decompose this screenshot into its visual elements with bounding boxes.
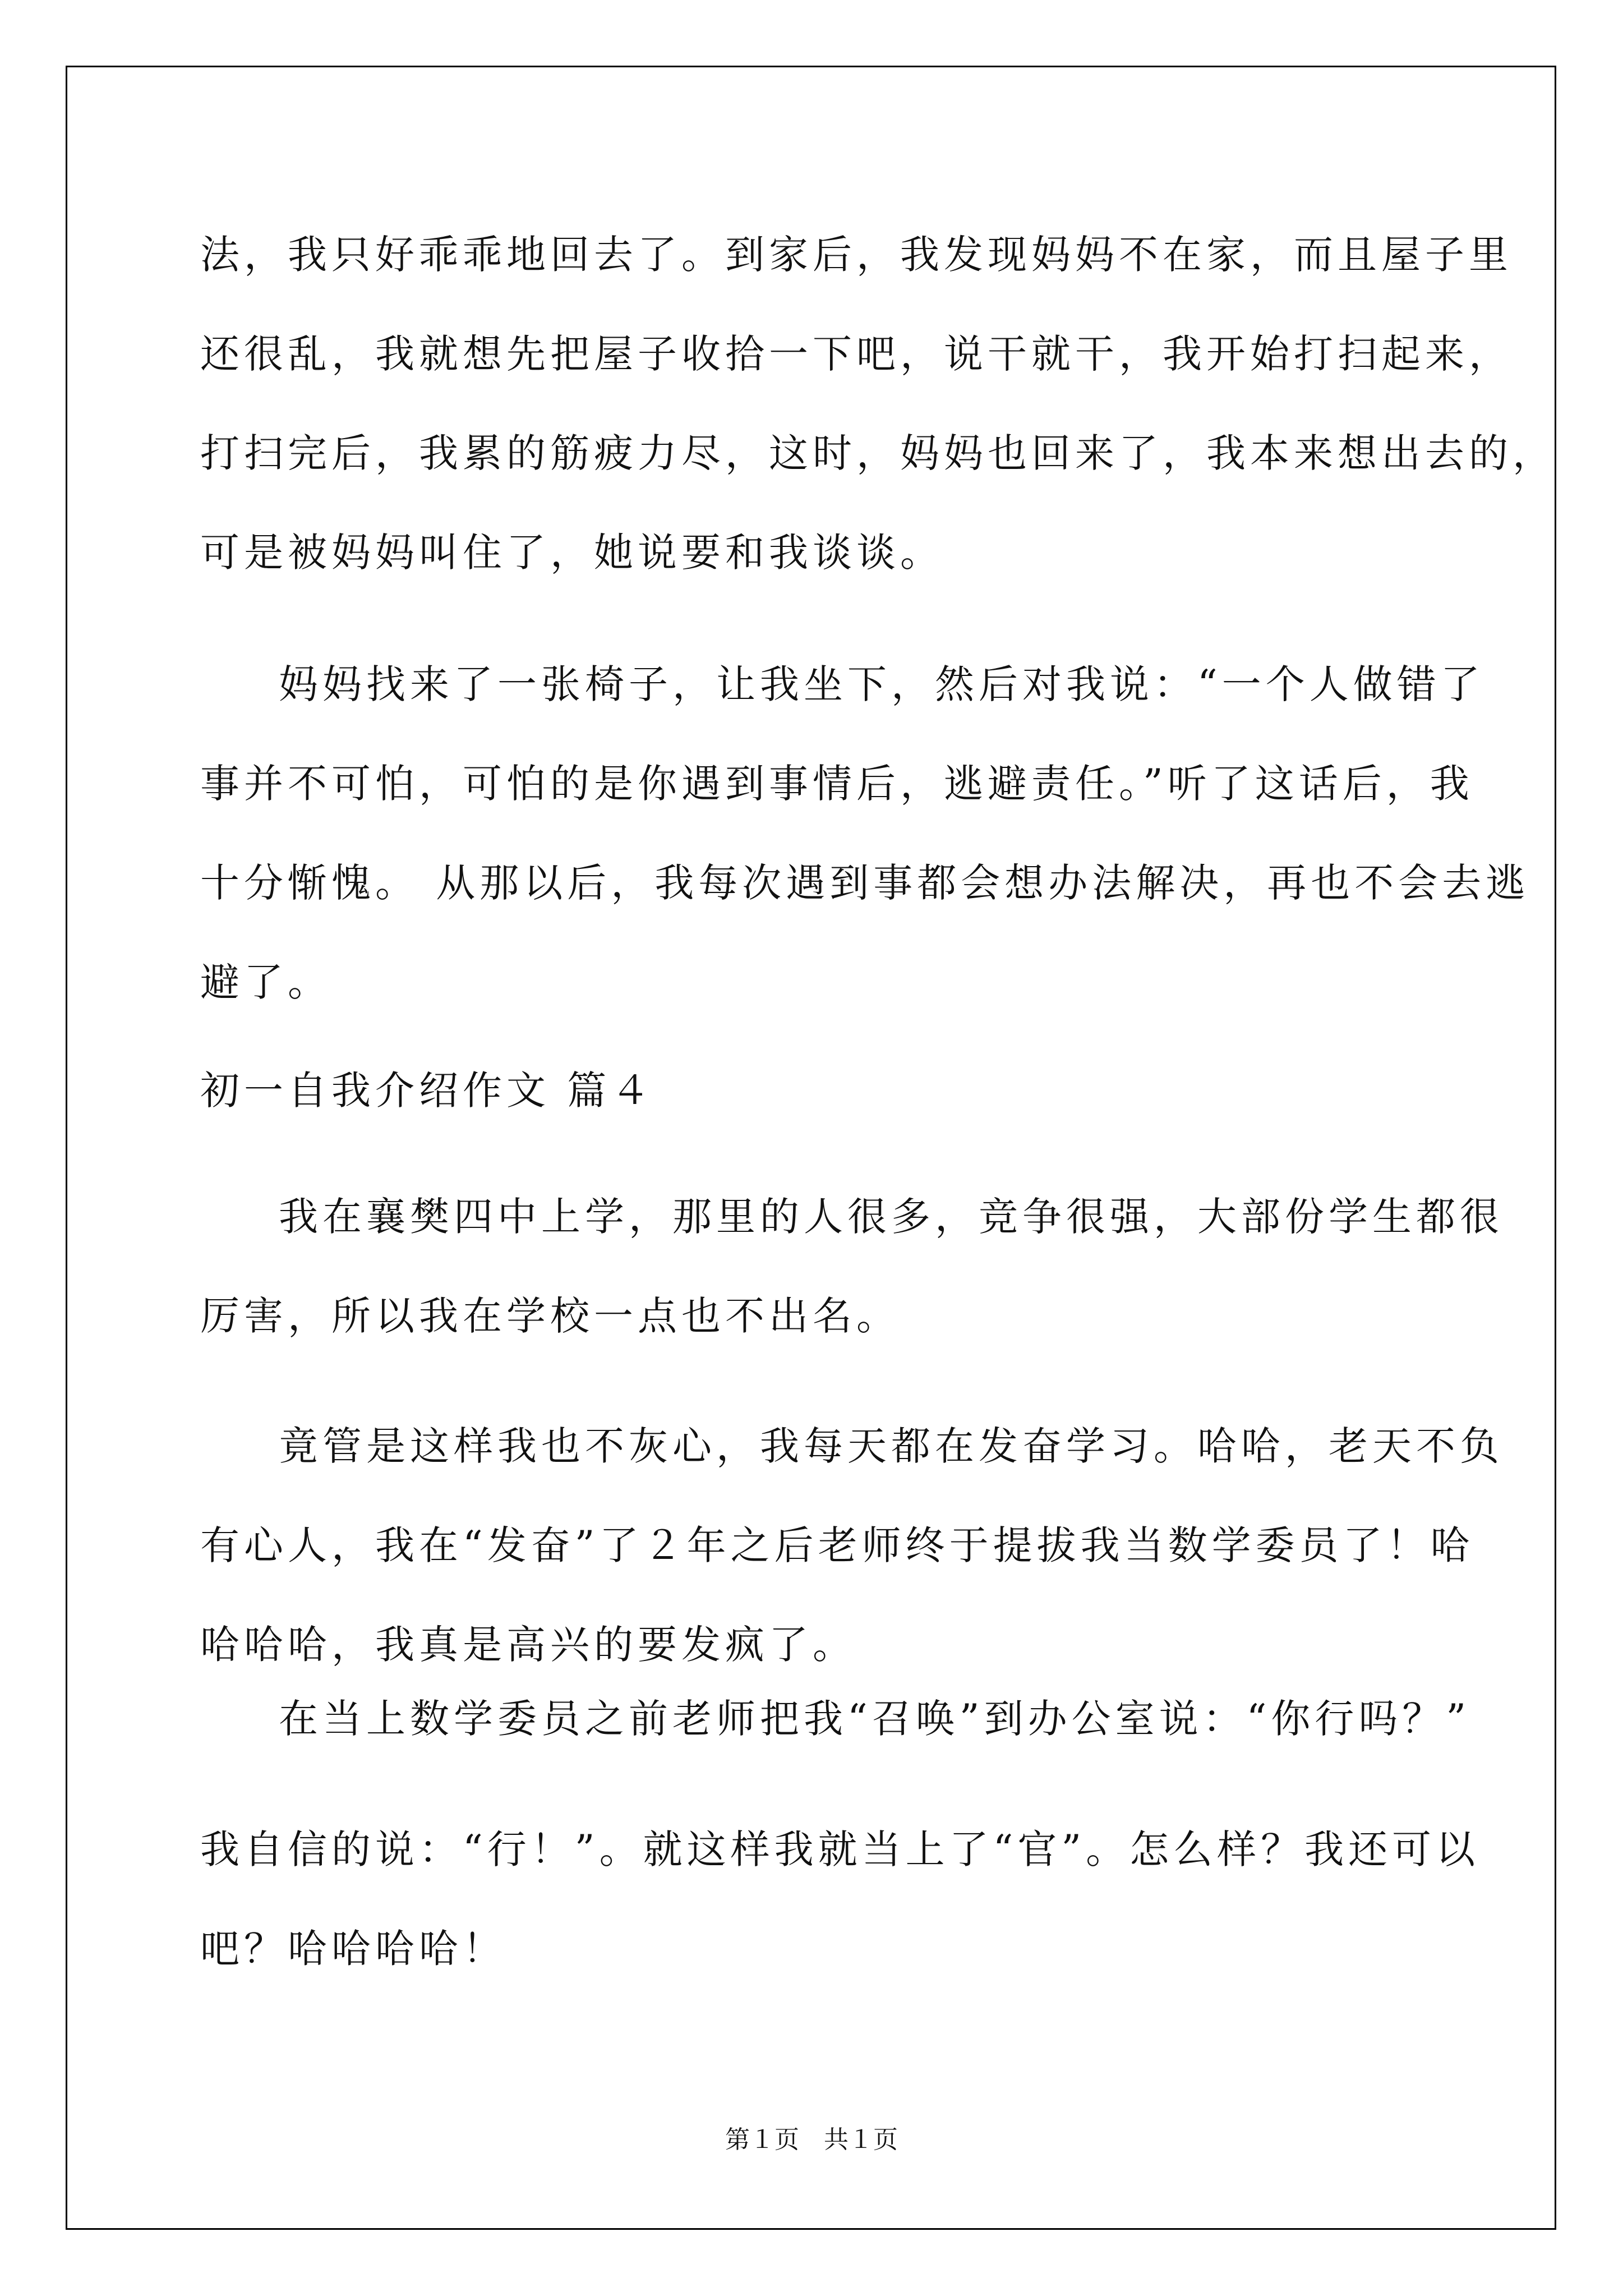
text-line: 打扫完后，我累的筋疲力尽，这时，妈妈也回来了，我本来想出去的， (200, 430, 1556, 476)
text-line: 十分惭愧。 从那以后，我每次遇到事都会想办法解决，再也不会去逃 (200, 860, 1530, 906)
text-line: 事并不可怕，可怕的是你遇到事情后，逃避责任。”听了这话后，我 (200, 761, 1474, 807)
text-line: 吧？哈哈哈哈！ (200, 1926, 506, 1972)
paragraph-start-line: 竟管是这样我也不灰心，我每天都在发奋学习。哈哈，老天不负 (279, 1423, 1504, 1469)
text-line: 我自信的说：“行！”。就这样我就当上了“官”。怎么样？我还可以 (200, 1826, 1480, 1872)
section-heading: 初一自我介绍作文 篇４ (200, 1068, 655, 1114)
text-line: 避了。 (200, 959, 331, 1005)
page-border (66, 66, 1556, 2230)
text-line: 可是被妈妈叫住了，她说要和我谈谈。 (200, 530, 944, 576)
text-line: 厉害，所以我在学校一点也不出名。 (200, 1293, 900, 1339)
text-line: 还很乱，我就想先把屋子收拾一下吧，说干就干，我开始打扫起来， (200, 331, 1513, 377)
paragraph-start-line: 在当上数学委员之前老师把我“召唤”到办公室说：“你行吗？” (279, 1696, 1471, 1742)
paragraph-start-line: 我在襄樊四中上学，那里的人很多，竞争很强，大部份学生都很 (279, 1194, 1504, 1240)
paragraph-start-line: 妈妈找来了一张椅子，让我坐下，然后对我说：“一个人做错了 (279, 661, 1484, 707)
text-line: 哈哈哈，我真是高兴的要发疯了。 (200, 1622, 856, 1668)
text-line: 法，我只好乖乖地回去了。到家后，我发现妈妈不在家，而且屋子里 (200, 232, 1513, 278)
text-line: 有心人，我在“发奋”了２年之后老师终于提拔我当数学委员了！哈 (200, 1522, 1474, 1568)
page-number-footer: 第１页 共１页 (725, 2125, 898, 2154)
